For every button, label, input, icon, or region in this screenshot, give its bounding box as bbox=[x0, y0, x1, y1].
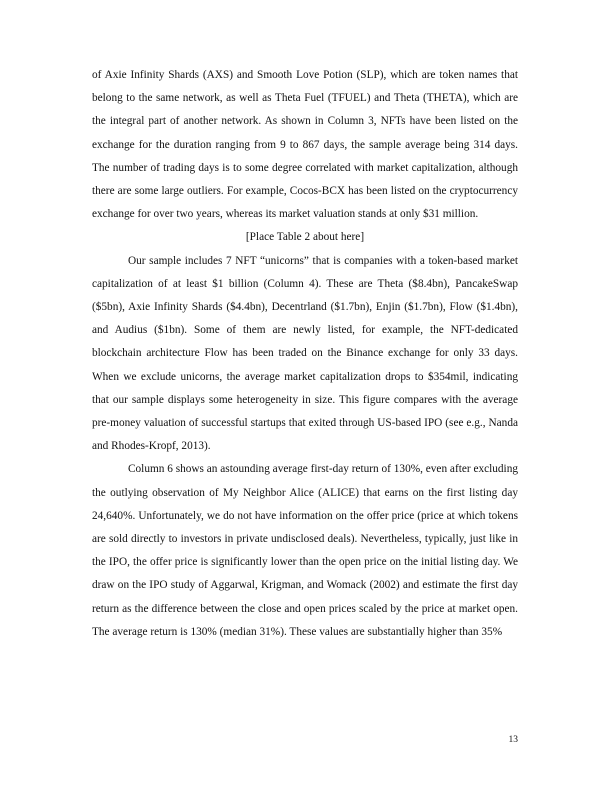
paragraph-unicorns: Our sample includes 7 NFT “unicorns” that is companies with a token-based market capitalization of at least $1 billion (Column 4). These are Theta ($8.4bn), PancakeSwap ($5bn), Axie Infinity Shards ($4.4bn), Decentrland ($1.7bn), Enjin ($1.7bn), Flow ($1.4bn), and Audius ($1bn). Some of them are newly listed, for example, the NFT-dedicated blockchain architecture Flow has been traded on the Binance exchange for only 33 days. When we exclude unicorns, the average market capitalization drops to $354mil, indicating that our sample displays some heterogeneity in size. This figure compares with the average pre-money valuation of successful startups that exited through US-based IPO (see e.g., Nanda and Rhodes-Kropf, 2013). bbox=[92, 254, 518, 453]
paragraph-continued: of Axie Infinity Shards (AXS) and Smooth Love Potion (SLP), which are token names that belong to the same network, as well as Theta Fuel (TFUEL) and Theta (THETA), which are the integral part of another network. As shown in Column 3, NFTs have been listed on the exchange for the duration ranging from 9 to 867 days, the sample average being 314 days. The number of trading days is to some degree correlated with market capitalization, although there are some large outliers. For example, Cocos-BCX has been listed on the cryptocurrency exchange for over two years, whereas its market valuation stands at only $31 million. bbox=[92, 69, 518, 221]
body-text bbox=[92, 64, 518, 644]
page-number: 13 bbox=[508, 735, 518, 745]
table-placeholder: [Place Table 2 about here] bbox=[245, 231, 365, 244]
paragraph-returns: Column 6 shows an astounding average first-day return of 130%, even after excluding the outlying observation of My Neighbor Alice (ALICE) that earns on the first listing day 24,640%. Unfortunately, we do not have information on the offer price (price at which tokens are sold directly to investors in private undisclosed deals). Nevertheless, typically, just like in the IPO, the offer price is significantly lower than the open price on the initial listing day. We draw on the IPO study of Aggarwal, Krigman, and Womack (2002) and estimate the first day return as the difference between the close and open prices scaled by the price at market open. The average return is 130% (median 31%). These values are substantially higher than 35% bbox=[92, 463, 518, 638]
